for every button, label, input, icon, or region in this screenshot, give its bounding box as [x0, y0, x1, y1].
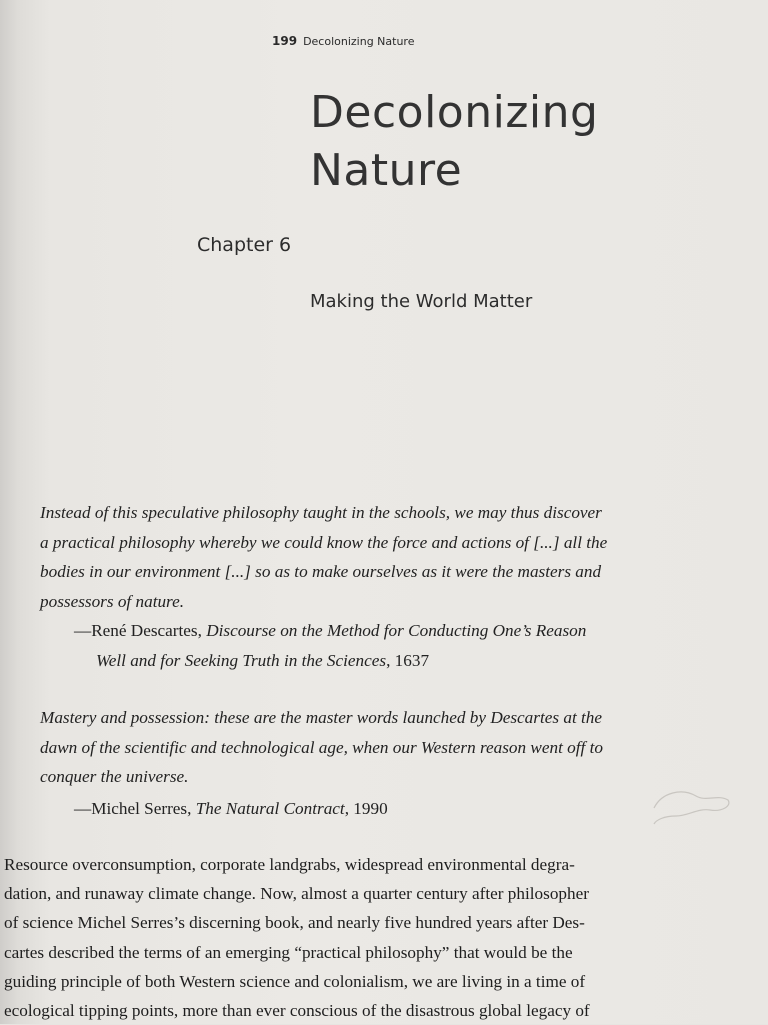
body-line: cartes described the terms of an emerging “practical philosophy” that would be the — [4, 942, 573, 962]
epigraph-line: a practical philosophy whereby we could know the force and actions of [...] all the — [40, 532, 608, 552]
running-head-title: Decolonizing Nature — [303, 35, 415, 48]
epigraph-attribution-descartes — [74, 616, 586, 675]
epigraph-line: Instead of this speculative philosophy taught in the schools, we may thus discover — [40, 503, 602, 522]
body-line: dation, and runaway climate change. Now, almost a quarter century after philosopher — [4, 884, 589, 904]
chapter-label: Chapter 6 — [197, 234, 292, 256]
attribution-suffix: , 1637 — [386, 650, 430, 670]
epigraph-line: conquer the universe. — [40, 767, 189, 786]
attribution-work-line-1: Discourse on the Method for Conducting One’s Reason — [206, 621, 587, 640]
chapter-title — [310, 84, 598, 200]
chapter-title-line-2: Nature — [310, 145, 463, 196]
attribution-prefix: —René Descartes, — [74, 621, 207, 640]
body-line: guiding principle of both Western science and colonialism, we are living in a time of — [4, 971, 586, 991]
body-paragraph — [4, 850, 764, 1025]
epigraph-line: bodies in our environment [...] so as to make ourselves as it were the masters and — [40, 562, 602, 581]
body-line: Resource overconsumption, corporate landgrabs, widespread environmental degra- — [4, 855, 575, 874]
epigraph-serres — [40, 703, 700, 792]
epigraph-descartes — [40, 498, 700, 616]
attribution-work: The Natural Contract — [195, 799, 345, 818]
body-line: ecological tipping points, more than ever conscious of the disastrous global legacy of — [4, 1001, 590, 1021]
epigraph-line: possessors of nature. — [40, 591, 185, 611]
chapter-subtitle: Making the World Matter — [310, 291, 533, 312]
attribution-work-line-2: Well and for Seeking Truth in the Sciences — [96, 650, 387, 670]
epigraph-attribution-serres — [74, 794, 388, 824]
chapter-title-line-1: Decolonizing — [310, 87, 599, 138]
epigraph-line: dawn of the scientific and technological age, when our Western reason went off to — [40, 737, 603, 757]
body-line: of science Michel Serres’s discerning book, and nearly five hundred years after Des- — [4, 913, 585, 933]
epigraph-line: Mastery and possession: these are the master words launched by Descartes at the — [40, 708, 603, 727]
page-number: 199 — [272, 34, 298, 48]
attribution-prefix: —Michel Serres, — [74, 799, 196, 818]
attribution-suffix: , 1990 — [344, 799, 388, 818]
running-head — [272, 34, 414, 48]
pencil-mark-icon — [648, 786, 732, 826]
